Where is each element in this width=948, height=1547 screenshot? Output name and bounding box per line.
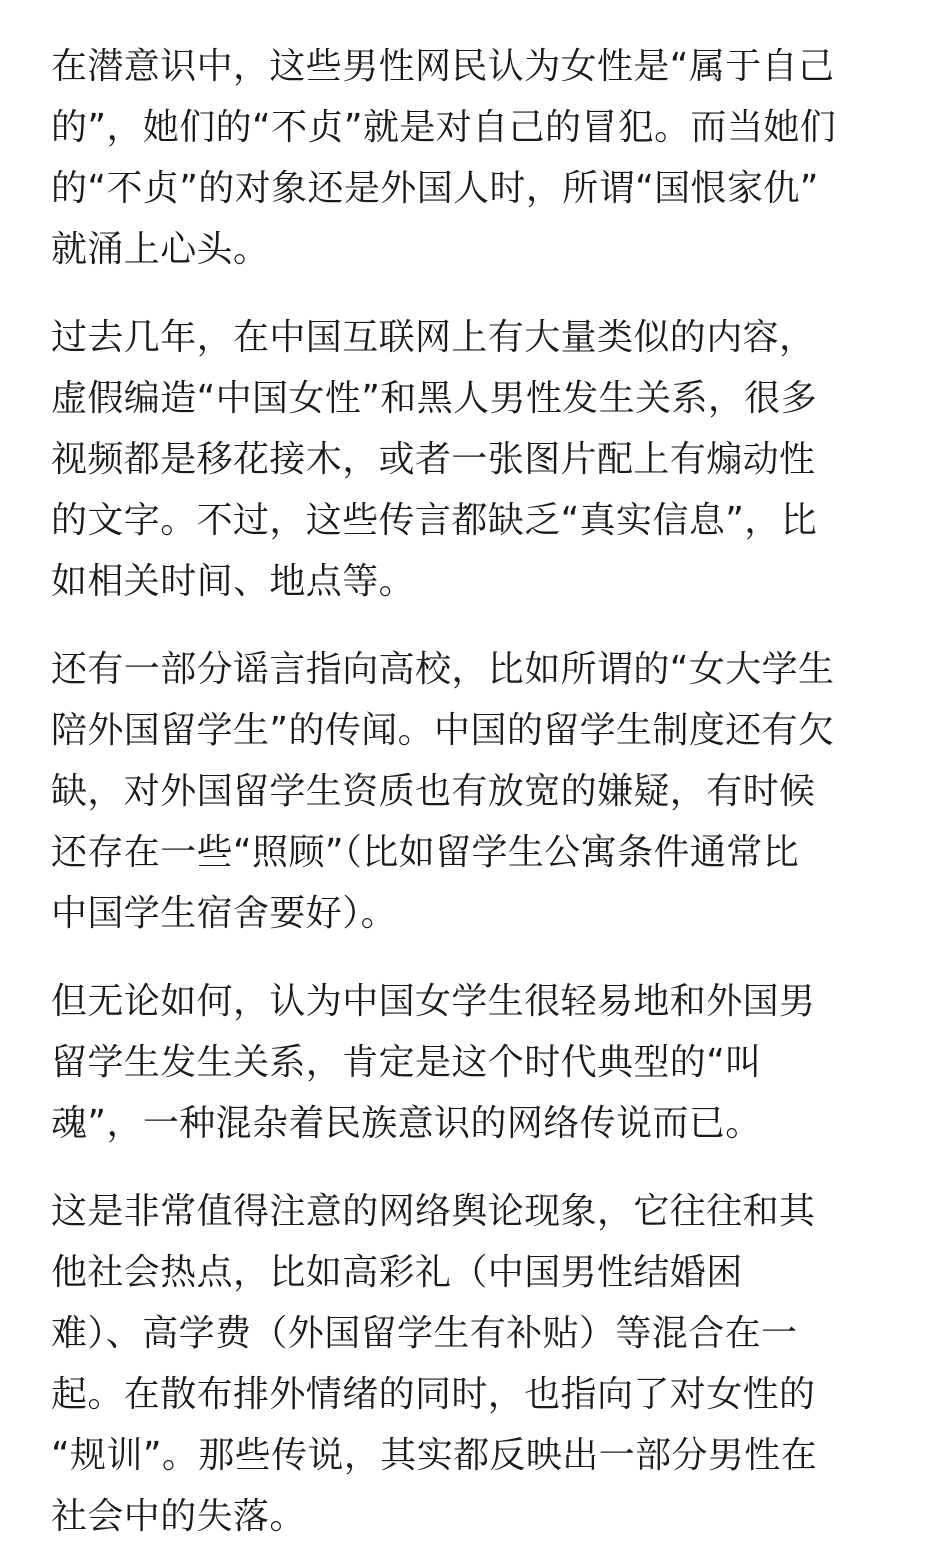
text-line: 的”，她们的“不贞”就是对自己的冒犯。而当她们 [51, 107, 837, 148]
text-line: 缺，对外国留学生资质也有放宽的嫌疑，有时候 [51, 771, 816, 812]
text-line: 的文字。不过，这些传言都缺乏“真实信息”，比 [51, 500, 818, 541]
paragraph-1 [51, 36, 908, 280]
text-line: 留学生发生关系，肯定是这个时代典型的“叫 [51, 1042, 762, 1083]
paragraph-2 [51, 307, 908, 612]
text-line: 陪外国留学生”的传闻。中国的留学生制度还有欠 [51, 710, 835, 751]
text-line: 还有一部分谣言指向高校，比如所谓的“女大学生 [51, 649, 835, 690]
text-line: 难）、高学费（外国留学生有补贴）等混合在一 [51, 1313, 798, 1354]
text-line: 起。在散布排外情绪的同时，也指向了对女性的 [51, 1374, 816, 1415]
text-line: 但无论如何，认为中国女学生很轻易地和外国男 [51, 981, 816, 1022]
text-line: 社会中的失落。 [51, 1496, 306, 1537]
text-line: 这是非常值得注意的网络舆论现象，它往往和其 [51, 1191, 816, 1232]
text-line: 中国学生宿舍要好）。 [51, 893, 398, 934]
text-line: 如相关时间、地点等。 [51, 561, 416, 602]
paragraph-3 [51, 639, 908, 944]
paragraph-4 [51, 971, 908, 1154]
text-line: “规训”。那些传说，其实都反映出一部分男性在 [51, 1435, 818, 1476]
text-line: 他社会热点，比如高彩礼（中国男性结婚困 [51, 1252, 743, 1293]
text-line: 就涌上心头。 [51, 229, 270, 270]
text-line: 虚假编造“中国女性”和黑人男性发生关系，很多 [51, 378, 818, 419]
text-line: 视频都是移花接木，或者一张图片配上有煽动性 [51, 439, 816, 480]
text-line: 在潜意识中，这些男性网民认为女性是“属于自己 [51, 46, 835, 87]
paragraph-5 [51, 1181, 908, 1547]
text-line: 魂”，一种混杂着民族意识的网络传说而已。 [51, 1103, 762, 1144]
text-line: 的“不贞”的对象还是外国人时，所谓“国恨家仇” [51, 168, 819, 209]
text-line: 过去几年，在中国互联网上有大量类似的内容， [51, 317, 816, 358]
text-line: 还存在一些“照顾”（比如留学生公寓条件通常比 [51, 832, 800, 873]
